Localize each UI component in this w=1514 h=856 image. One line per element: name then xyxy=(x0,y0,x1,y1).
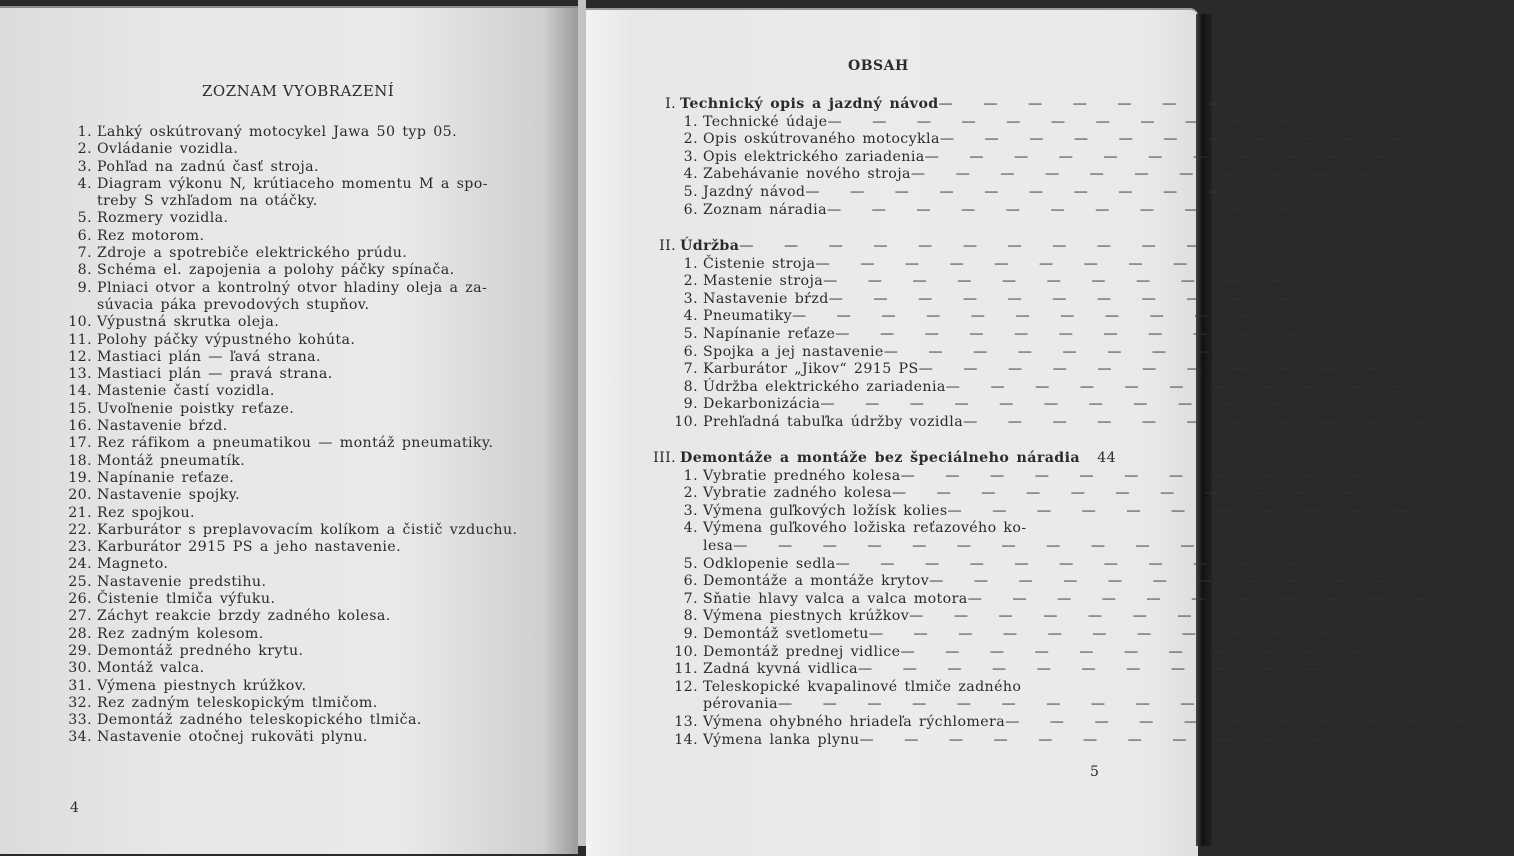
figure-number: 30. xyxy=(68,660,92,677)
entry-number: 3. xyxy=(683,148,698,165)
entry-title: Dekarbonizácia xyxy=(703,396,821,413)
figure-caption: Výpustná skrutka oleja. xyxy=(97,314,280,331)
figure-list-item xyxy=(58,626,558,643)
dash-leader: — — — — — — — — — — — xyxy=(835,325,1309,342)
entry-number: 5. xyxy=(683,183,698,200)
figure-caption: Rez zadným kolesom. xyxy=(97,625,264,642)
section-page-number: 7 xyxy=(1438,96,1448,112)
figure-list-item xyxy=(58,643,558,660)
entry-page-number: 50 xyxy=(1399,608,1419,625)
figure-list-item xyxy=(58,193,558,210)
toc-section-heading xyxy=(652,450,1117,468)
entry-title: Prehľadná tabuľka údržby vozidla xyxy=(703,413,964,430)
figure-caption: Mastenie častí vozidla. xyxy=(97,383,275,400)
toc-entry xyxy=(652,361,1428,379)
entry-number: 13. xyxy=(674,713,698,730)
toc-entry xyxy=(652,396,1330,414)
entry-title: Mastenie stroja xyxy=(703,273,824,290)
figure-number: 16. xyxy=(68,418,92,435)
figure-number: 13. xyxy=(68,366,92,383)
figure-caption: Montáž pneumatík. xyxy=(97,452,246,469)
toc-entry xyxy=(652,201,1337,220)
figure-number: 23. xyxy=(68,539,92,556)
figure-number: 12. xyxy=(68,348,92,365)
figure-number: 27. xyxy=(68,608,92,625)
toc-entry xyxy=(652,537,1243,556)
entry-page-number: 18 xyxy=(1401,166,1421,183)
dash-leader: — — — — — — — — — — — xyxy=(929,573,1403,590)
figure-caption: Rez ráfikom a pneumatikou — montáž pneumatiky. xyxy=(97,435,494,452)
entry-title: Zoznam náradia xyxy=(703,201,827,218)
entry-title: Opis elektrického zariadenia xyxy=(703,148,925,165)
figure-number: 33. xyxy=(68,712,92,729)
entry-number: 6. xyxy=(683,201,698,218)
figure-list-item xyxy=(58,695,558,712)
toc-entry xyxy=(652,131,1449,149)
figure-number: 19. xyxy=(68,469,92,486)
figure-number: 31. xyxy=(68,677,92,694)
figure-number: 4. xyxy=(77,175,92,192)
toc-entry xyxy=(652,325,1345,344)
entry-number: 11. xyxy=(674,661,698,678)
dash-leader: — — — — — — — — — — — xyxy=(963,413,1437,430)
entry-number: 8. xyxy=(683,378,698,395)
section-roman-numeral: I. xyxy=(665,96,676,112)
toc-entry xyxy=(652,731,1369,750)
entry-number: 10. xyxy=(674,643,698,660)
figure-number: 14. xyxy=(68,383,92,400)
entry-title: Odklopenie sedla xyxy=(703,555,836,572)
entry-page-number: 57 xyxy=(1349,731,1369,748)
entry-number: 7. xyxy=(683,361,698,378)
entry-page-number: 44 xyxy=(1382,485,1402,502)
toc-entry xyxy=(652,148,1434,167)
figure-number: 15. xyxy=(68,400,92,417)
entry-title: Výmena guľkových ložísk kolies xyxy=(703,502,948,519)
entry-page-number: 49 xyxy=(1457,590,1477,607)
figure-caption: Rez motorom. xyxy=(97,227,205,244)
toc-entry xyxy=(652,502,1457,521)
figure-number: 1. xyxy=(77,124,92,140)
figure-list-item xyxy=(58,401,558,418)
figure-list-item xyxy=(58,678,558,695)
entry-number: 3. xyxy=(683,290,698,307)
toc-entry xyxy=(652,696,1288,714)
figure-list-item xyxy=(58,470,558,487)
figure-list-item xyxy=(58,712,558,729)
toc-entry xyxy=(652,113,1337,132)
figure-list-item xyxy=(58,228,558,245)
entry-page-number: 42 xyxy=(1453,413,1473,430)
dash-leader: — — — — — — — — — — — xyxy=(947,502,1421,519)
figure-number: 21. xyxy=(68,504,92,521)
toc-entry xyxy=(652,166,1421,184)
dash-leader: — — — — — — — — — — — xyxy=(891,485,1366,502)
toc-entry xyxy=(652,625,1378,644)
figure-list-item xyxy=(58,435,558,452)
toc-entry xyxy=(652,273,1333,291)
figure-list-item xyxy=(58,280,558,297)
figure-number: 25. xyxy=(68,573,92,590)
figure-number: 6. xyxy=(77,227,92,244)
dash-leader: — — — — — — — — — — — xyxy=(859,731,1333,748)
toc-entry xyxy=(652,290,1338,309)
figure-caption: Magneto. xyxy=(97,556,169,573)
figure-list-item xyxy=(58,210,558,227)
figure-list-item xyxy=(58,418,558,435)
toc-section-2 xyxy=(652,238,1473,432)
entry-title: Vybratie zadného kolesa xyxy=(703,485,892,502)
entry-title: Zadná kyvná vidlica xyxy=(703,661,858,678)
figure-caption: Karburátor s preplavovacím kolíkom a čistič vzduchu. xyxy=(97,521,518,538)
toc-entry xyxy=(652,608,1419,626)
dash-leader: — — — — — — — — — — — xyxy=(823,273,1297,290)
figure-number: 18. xyxy=(68,452,92,469)
entry-number: 5. xyxy=(683,555,698,572)
toc-entry xyxy=(652,679,1100,697)
toc-entry xyxy=(652,308,1302,326)
entry-title: Spojka a jej nastavenie xyxy=(703,343,884,360)
figure-number: 3. xyxy=(77,158,92,175)
entry-page-number: 47 xyxy=(1419,573,1439,590)
toc-section-3 xyxy=(652,450,1514,749)
dash-leader: — — — — — — — — — — — xyxy=(835,555,1309,572)
figure-number: 2. xyxy=(77,141,92,158)
figure-list-item xyxy=(58,539,558,556)
entry-number: 1. xyxy=(683,467,698,484)
figure-caption: Napínanie reťaze. xyxy=(97,469,235,486)
entry-number: 14. xyxy=(674,731,698,748)
entry-number: 3. xyxy=(683,502,698,519)
figure-number: 24. xyxy=(68,556,92,573)
entry-number: 2. xyxy=(683,273,698,290)
entry-title: Výmena piestnych krúžkov xyxy=(703,608,910,625)
figure-list-item xyxy=(58,332,558,349)
figure-caption: Mastiaci plán — pravá strana. xyxy=(97,366,333,383)
entry-page-number: 53 xyxy=(1390,643,1410,660)
figure-caption: Polohy páčky výpustného kohúta. xyxy=(97,331,356,348)
figure-list-item xyxy=(58,487,558,504)
figure-list-item xyxy=(58,453,558,470)
figure-caption: Ovládanie vozidla. xyxy=(97,141,239,158)
entry-title: Demontáž prednej vidlice xyxy=(703,643,901,660)
entry-page-number: 40 xyxy=(1310,396,1330,413)
entry-title: Výmena lanka plynu xyxy=(703,731,860,748)
section-page-number: 44 xyxy=(1097,450,1117,466)
entry-title: Zabehávanie nového stroja xyxy=(703,166,911,183)
toc-entry xyxy=(652,643,1410,662)
figure-caption: Rez spojkou. xyxy=(97,504,195,521)
entry-number: 7. xyxy=(683,590,698,607)
entry-number: 6. xyxy=(683,573,698,590)
figure-caption: Nastavenie spojky. xyxy=(97,487,241,504)
figure-caption: Diagram výkonu N, krútiaceho momentu M a spo- xyxy=(97,175,488,192)
entry-page-number: 25 xyxy=(1313,273,1333,290)
entry-page-number: 34 xyxy=(1374,343,1393,360)
dash-leader: — — — — — — — — — — — xyxy=(857,661,1332,678)
entry-number: 2. xyxy=(683,131,698,148)
toc-entry xyxy=(652,520,1100,538)
figure-number: 28. xyxy=(68,625,92,642)
toc-entry xyxy=(652,713,1514,732)
dash-leader: — — — — — — — — — — — xyxy=(909,608,1383,625)
figure-list-item xyxy=(58,245,558,262)
dash-leader: — — — — — — — — — — — xyxy=(910,166,1385,183)
figure-caption: Montáž valca. xyxy=(97,660,205,677)
figure-number: 26. xyxy=(68,591,92,608)
toc-section-heading xyxy=(652,238,1249,256)
entry-title: Čistenie stroja xyxy=(703,255,816,272)
entry-number: 6. xyxy=(683,343,698,360)
dash-leader: — — — — — — — — — — — xyxy=(900,643,1374,660)
figure-list-item xyxy=(58,349,558,366)
figure-caption: Nastavenie bŕzd. xyxy=(97,418,228,435)
figure-list-item xyxy=(58,522,558,539)
entry-page-number: 8 xyxy=(1439,131,1449,148)
entry-title: Pneumatiky xyxy=(703,308,792,325)
figure-caption: Nastavenie otočnej rukoväti plynu. xyxy=(97,729,368,746)
toc-entry xyxy=(652,573,1439,591)
figure-list-item xyxy=(58,366,558,383)
toc-entry xyxy=(652,467,1410,486)
figure-list-item xyxy=(58,729,558,746)
figure-list-item xyxy=(58,556,558,573)
figure-caption: Výmena piestnych krúžkov. xyxy=(97,677,307,694)
dash-leader: — — — — — — — — — — — xyxy=(945,378,1419,395)
dash-leader: — — — — — — — — — — — xyxy=(868,625,1342,642)
entry-number: 4. xyxy=(683,166,698,183)
entry-number: 9. xyxy=(683,396,698,413)
entry-title: Technické údaje xyxy=(703,113,828,130)
figure-caption: treby S vzhľadom na otáčky. xyxy=(97,193,318,210)
figure-list-item xyxy=(58,505,558,522)
entry-page-number: 30 xyxy=(1319,290,1338,307)
toc-section-1 xyxy=(652,96,1449,219)
figure-list-item xyxy=(58,159,558,176)
section-title: Technický opis a jazdný návod xyxy=(680,96,939,112)
figure-list-item xyxy=(58,176,558,193)
entry-number: 12. xyxy=(674,678,698,695)
figure-number: 17. xyxy=(68,435,92,452)
entry-title: Demontáže a montáže krytov xyxy=(703,573,930,590)
entry-page-number: 33 xyxy=(1325,325,1345,342)
dash-leader: — — — — — — — — — — — xyxy=(918,361,1392,378)
entry-number: 4. xyxy=(683,520,698,537)
left-page-number: 4 xyxy=(70,800,79,816)
dash-leader: — — — — — — — — — — — xyxy=(815,255,1289,272)
figure-number: 20. xyxy=(68,487,92,504)
figure-list-item xyxy=(58,608,558,625)
toc-entry xyxy=(652,343,1393,362)
entry-page-number: 36 xyxy=(1408,361,1428,378)
figure-list-item xyxy=(58,383,558,400)
entry-page-number: 54 xyxy=(1268,696,1288,713)
figure-list-item xyxy=(58,660,558,677)
book-gutter xyxy=(578,0,586,846)
dash-leader: — — — — — — — — — — — xyxy=(820,396,1294,413)
figure-number: 5. xyxy=(77,210,92,227)
entry-page-number: 47 xyxy=(1223,537,1243,554)
entry-page-number: 30 xyxy=(1282,308,1302,325)
entry-title: Vybratie predného kolesa xyxy=(703,467,901,484)
figure-number xyxy=(58,297,97,314)
figure-list-item xyxy=(58,297,558,314)
figure-caption: Mastiaci plán — ľavá strana. xyxy=(97,348,321,365)
section-title: Demontáže a montáže bez špeciálneho náradia xyxy=(680,450,1081,466)
section-roman-numeral: II. xyxy=(659,238,676,254)
dash-leader: — — — — — — — — — — — xyxy=(733,537,1207,554)
dash-leader: — — — — — — — — — — — xyxy=(778,696,1252,713)
figure-number: 34. xyxy=(68,729,92,746)
entry-page-number: 7 xyxy=(1327,113,1337,130)
right-page-number: 5 xyxy=(1090,764,1099,780)
list-of-figures-title: ZOZNAM VYOBRAZENÍ xyxy=(202,82,395,100)
section-roman-numeral: III. xyxy=(653,450,676,466)
entry-page-number: 20 xyxy=(1295,183,1315,200)
entry-page-number: 24 xyxy=(1305,255,1325,272)
figure-caption: Čistenie tlmiča výfuku. xyxy=(97,591,276,608)
entry-page-number: 56 xyxy=(1495,713,1514,730)
figure-list-item xyxy=(58,141,558,158)
figure-caption: Demontáž predného krytu. xyxy=(97,642,304,659)
figure-number: 11. xyxy=(68,331,92,348)
toc-entry xyxy=(652,485,1402,503)
entry-page-number: 44 xyxy=(1390,467,1410,484)
figure-list-item xyxy=(58,124,558,141)
entry-title: Údržba elektrického zariadenia xyxy=(703,378,946,395)
entry-number: 4. xyxy=(683,308,698,325)
contents-title: OBSAH xyxy=(848,58,909,74)
figure-number: 9. xyxy=(77,279,92,296)
entry-number: 10. xyxy=(674,413,698,430)
figure-number: 10. xyxy=(68,314,92,331)
toc-entry xyxy=(652,183,1315,202)
entry-number: 9. xyxy=(683,625,698,642)
entry-page-number: 14 xyxy=(1414,148,1434,165)
figure-caption: Zdroje a spotrebiče elektrického prúdu. xyxy=(97,245,408,262)
toc-entry xyxy=(652,590,1477,609)
figure-caption: Plniaci otvor a kontrolný otvor hladiny oleja a za- xyxy=(97,279,488,296)
entry-title: Nastavenie bŕzd xyxy=(703,290,829,307)
dash-leader: — — — — — — — — — — — xyxy=(967,590,1441,607)
entry-title: Teleskopické kvapalinové tlmiče zadného xyxy=(703,678,1022,695)
figure-number: 32. xyxy=(68,694,92,711)
entry-number: 1. xyxy=(683,255,698,272)
dash-leader: — — — — — — — — — — — xyxy=(805,183,1279,200)
entry-title: Demontáž svetlometu xyxy=(703,625,869,642)
figure-caption: Ľahký oskútrovaný motocykel Jawa 50 typ 05. xyxy=(97,124,457,140)
section-page-number: 24 xyxy=(1229,238,1249,254)
section-title: Údržba xyxy=(680,238,740,254)
entry-number: 5. xyxy=(683,325,698,342)
figure-number: 7. xyxy=(77,245,92,262)
figure-number: 8. xyxy=(77,262,92,279)
entry-page-number: 53 xyxy=(1348,661,1368,678)
toc-entry xyxy=(652,555,1345,574)
entry-title: pérovania xyxy=(703,696,779,713)
dash-leader: — — — — — — — — — — — xyxy=(739,238,1213,254)
entry-page-number: 47 xyxy=(1325,555,1345,572)
figure-number xyxy=(58,193,97,210)
entry-number: 2. xyxy=(683,485,698,502)
dash-leader: — — — — — — — — — — — xyxy=(939,131,1413,148)
entry-title: Výmena guľkového ložiska reťazového ko- xyxy=(703,520,1027,537)
figure-list-item xyxy=(58,262,558,279)
dash-leader: — — — — — — — — — — — xyxy=(938,96,1412,112)
entry-number: 8. xyxy=(683,608,698,625)
figure-caption: Rez zadným teleskopickým tlmičom. xyxy=(97,694,378,711)
figure-caption: Záchyt reakcie brzdy zadného kolesa. xyxy=(97,608,391,625)
figure-list-item xyxy=(58,314,558,331)
figure-caption: Schéma el. zapojenia a polohy páčky spínača. xyxy=(97,262,455,279)
dash-leader: — — — — — — — — — — — xyxy=(1005,713,1479,730)
dash-leader: — — — — — — — — — — — xyxy=(924,148,1398,165)
figure-caption: Demontáž zadného teleskopického tlmiča. xyxy=(97,712,422,729)
entry-title: lesa xyxy=(703,537,734,554)
figure-caption: Rozmery vozidla. xyxy=(97,210,229,227)
entry-page-number: 37 xyxy=(1436,378,1455,395)
toc-entry xyxy=(652,413,1473,432)
figure-caption: súvacia páka prevodových stupňov. xyxy=(97,296,370,313)
dash-leader: — — — — — — — — — — — xyxy=(826,201,1301,218)
entry-title: Napínanie reťaze xyxy=(703,325,836,342)
entry-title: Výmena ohybného hriadeľa rýchlomera xyxy=(703,713,1006,730)
figure-list-item xyxy=(58,591,558,608)
entry-title: Jazdný návod xyxy=(703,183,806,200)
entry-number: 1. xyxy=(683,113,698,130)
dash-leader: — — — — — — — — — — — xyxy=(827,113,1301,130)
figure-number: 29. xyxy=(68,642,92,659)
entry-page-number: 24 xyxy=(1317,201,1337,218)
figure-caption: Karburátor 2915 PS a jeho nastavenie. xyxy=(97,539,402,556)
figure-caption: Uvoľnenie poistky reťaze. xyxy=(97,400,295,417)
entry-page-number: 45 xyxy=(1437,502,1457,519)
figure-list xyxy=(58,124,558,747)
toc-entry xyxy=(652,661,1368,679)
entry-title: Opis oskútrovaného motocykla xyxy=(703,131,940,148)
figure-caption: Nastavenie predstihu. xyxy=(97,573,267,590)
dash-leader: — — — — — — — — — — — xyxy=(883,343,1357,360)
dash-leader: — — — — — — — — — — — xyxy=(791,308,1266,325)
toc-entry xyxy=(652,255,1325,274)
figure-caption: Pohľad na zadnú časť stroja. xyxy=(97,158,319,175)
dash-leader: — — — — — — — — — — — xyxy=(828,290,1302,307)
entry-title: Karburátor „Jikov“ 2915 PS xyxy=(703,361,919,378)
toc-section-heading xyxy=(652,96,1448,114)
dash-leader: — — — — — — — — — — — xyxy=(900,467,1374,484)
figure-list-item xyxy=(58,574,558,591)
entry-page-number: 51 xyxy=(1359,625,1378,642)
toc-entry xyxy=(652,378,1455,397)
figure-number: 22. xyxy=(68,521,92,538)
entry-title: Sňatie hlavy valca a valca motora xyxy=(703,590,968,607)
